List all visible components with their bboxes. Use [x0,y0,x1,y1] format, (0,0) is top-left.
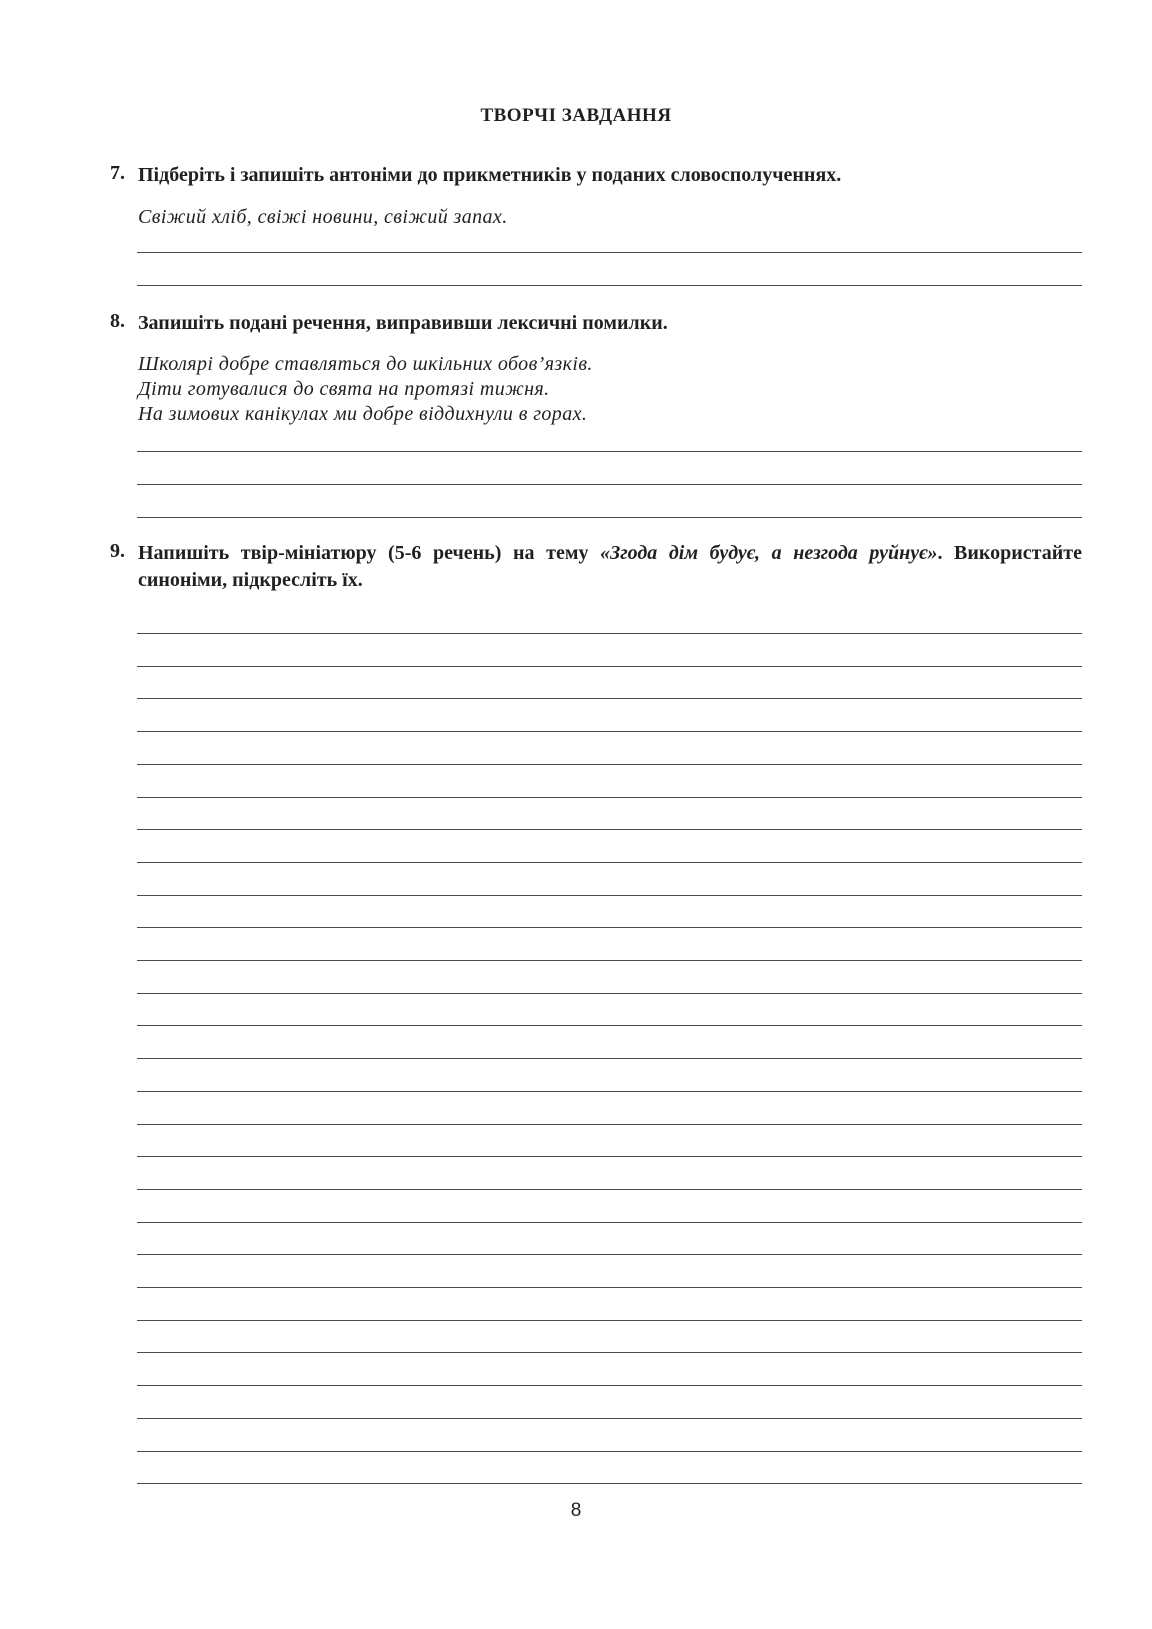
task-9-instruction-end: . Використайте синоніми, підкресліть їх. [138,542,1082,591]
answer-line[interactable] [137,1254,1082,1255]
answer-line[interactable] [137,1451,1082,1452]
answer-line[interactable] [137,1091,1082,1092]
example-line: Свіжий хліб, свіжі новини, свіжий запах. [138,206,508,228]
example-line: Діти готувалися до свята на протязі тижня. [138,378,550,400]
answer-line[interactable] [137,993,1082,994]
answer-line[interactable] [137,1189,1082,1190]
task-8-instruction: Запишіть подані речення, виправивши лексичні помилки. [138,312,668,334]
task-8-examples [138,352,593,427]
answer-line[interactable] [137,895,1082,896]
answer-line[interactable] [137,927,1082,928]
answer-line[interactable] [137,1385,1082,1386]
answer-line[interactable] [137,451,1082,452]
answer-line[interactable] [137,252,1082,253]
section-title: ТВОРЧІ ЗАВДАННЯ [480,105,672,126]
answer-line[interactable] [137,862,1082,863]
task-9-instruction [138,540,1082,594]
answer-line[interactable] [137,731,1082,732]
task-9-theme: «Згода дім будує, а незгода руйнує» [600,542,938,564]
answer-line[interactable] [137,1418,1082,1419]
answer-line[interactable] [137,285,1082,286]
answer-line[interactable] [137,666,1082,667]
answer-line[interactable] [137,1483,1082,1484]
task-7-number: 7. [110,162,125,184]
answer-line[interactable] [137,1222,1082,1223]
task-9-instruction-start: Напишіть твір-мініатюру (5-6 речень) на тему [138,542,601,564]
answer-line[interactable] [137,1156,1082,1157]
page-number: 8 [570,1500,582,1521]
task-8-number: 8. [110,310,125,332]
task-7-instruction: Підберіть і запишіть антоніми до прикметників у поданих словосполученнях. [138,164,842,186]
answer-line[interactable] [137,1025,1082,1026]
answer-line[interactable] [137,764,1082,765]
example-line: Школярі добре ставляться до шкільних обов’язків. [138,353,593,375]
answer-line[interactable] [137,960,1082,961]
answer-line[interactable] [137,1124,1082,1125]
answer-line[interactable] [137,1352,1082,1353]
answer-line[interactable] [137,698,1082,699]
example-line: На зимових канікулах ми добре віддихнули в горах. [138,403,588,425]
answer-line[interactable] [137,829,1082,830]
answer-line[interactable] [137,517,1082,518]
task-9-number: 9. [110,540,125,562]
answer-line[interactable] [137,1320,1082,1321]
answer-line[interactable] [137,1058,1082,1059]
task-7-example [138,205,508,230]
answer-line[interactable] [137,633,1082,634]
answer-line[interactable] [137,484,1082,485]
answer-line[interactable] [137,797,1082,798]
answer-line[interactable] [137,1287,1082,1288]
